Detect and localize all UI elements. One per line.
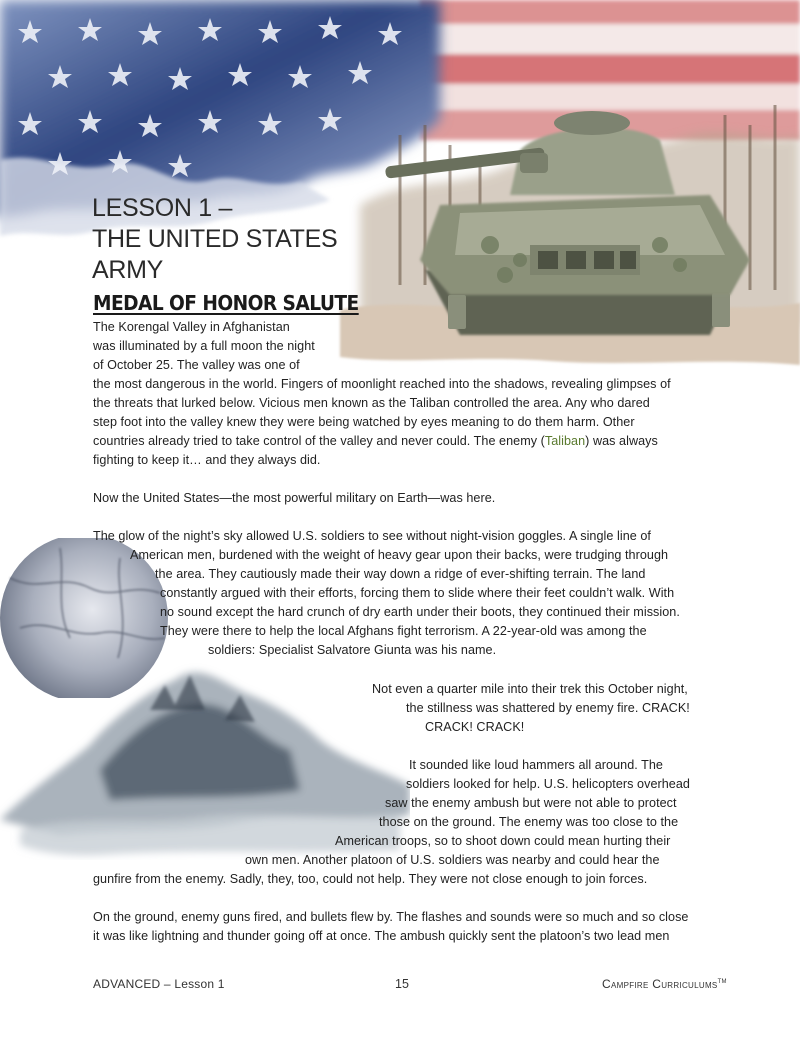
text-line: Not even a quarter mile into their trek this October night,: [372, 682, 688, 696]
text-line: They were there to help the local Afghans fight terrorism. A 22-year-old was among the: [160, 624, 647, 638]
misty-landscape-illustration: [0, 650, 410, 860]
text-line: it was like lightning and thunder going off at once. The ambush quickly sent the platoon’s two lead men: [93, 929, 670, 943]
text-line: American troops, so to shoot down could mean hurting their: [335, 834, 671, 848]
text-line: the most dangerous in the world. Fingers of moonlight reached into the shadows, revealing glimpses of: [93, 377, 671, 391]
text-fragment: countries already tried to take control of the valley and never could. The enemy (: [93, 434, 545, 448]
footer-brand: [602, 977, 727, 991]
text-line: Now the United States—the most powerful military on Earth—was here.: [93, 491, 496, 505]
text-line: of October 25. The valley was one of: [93, 358, 300, 372]
footer-lesson-label: ADVANCED – Lesson 1: [93, 977, 225, 991]
lesson-title: [92, 193, 337, 286]
tank-illustration: [330, 95, 800, 370]
text-line: the area. They cautiously made their way down a ridge of ever-shifting terrain. The land: [155, 567, 646, 581]
trademark-mark: TM: [717, 979, 727, 985]
text-line: step foot into the valley knew they were being watched by eyes meaning to do them harm. Other: [93, 415, 635, 429]
text-line: no sound except the hard crunch of dry earth under their boots, they continued their mission.: [160, 605, 680, 619]
glossary-link[interactable]: Taliban: [544, 434, 586, 448]
text-line: The Korengal Valley in Afghanistan: [93, 320, 290, 334]
lesson-title-line: THE UNITED STATES: [92, 225, 338, 253]
text-line: constantly argued with their efforts, forcing them to slide where their feet couldn’t walk. With: [160, 586, 675, 600]
page-number: 15: [395, 977, 409, 991]
text-line: soldiers looked for help. U.S. helicopters overhead: [406, 777, 690, 791]
lesson-title-line: ARMY: [92, 256, 164, 284]
text-line: own men. Another platoon of U.S. soldiers was nearby and could hear the: [245, 853, 660, 867]
text-fragment: ) was always: [585, 434, 658, 448]
text-line: It sounded like loud hammers all around. The: [409, 758, 663, 772]
text-line: soldiers: Specialist Salvatore Giunta was his name.: [208, 643, 497, 657]
text-line: was illuminated by a full moon the night: [93, 339, 315, 353]
footer-brand-name: Campfire Curriculums: [602, 977, 718, 991]
lesson-title-line: LESSON 1 –: [92, 194, 233, 222]
text-line: the threats that lurked below. Vicious men known as the Taliban controlled the area. Any who dared: [93, 396, 650, 410]
text-line: On the ground, enemy guns fired, and bullets flew by. The flashes and sounds were so much and so close: [93, 910, 689, 924]
text-line: those on the ground. The enemy was too close to the: [379, 815, 679, 829]
text-line: saw the enemy ambush but were not able to protect: [385, 796, 677, 810]
text-line: the stillness was shattered by enemy fire. CRACK!: [406, 701, 690, 715]
text-line: gunfire from the enemy. Sadly, they, too, could not help. They were not close enough to join forces.: [93, 872, 648, 886]
text-line: fighting to keep it… and they always did.: [93, 453, 321, 467]
text-line: The glow of the night’s sky allowed U.S. soldiers to see without night-vision goggles. A single line of: [93, 529, 651, 543]
lesson-subtitle: MEDAL OF HONOR SALUTE: [93, 291, 359, 315]
text-line: American men, burdened with the weight of heavy gear upon their backs, were trudging through: [130, 548, 669, 562]
text-line: CRACK! CRACK!: [425, 720, 525, 734]
text-line: [93, 432, 658, 451]
